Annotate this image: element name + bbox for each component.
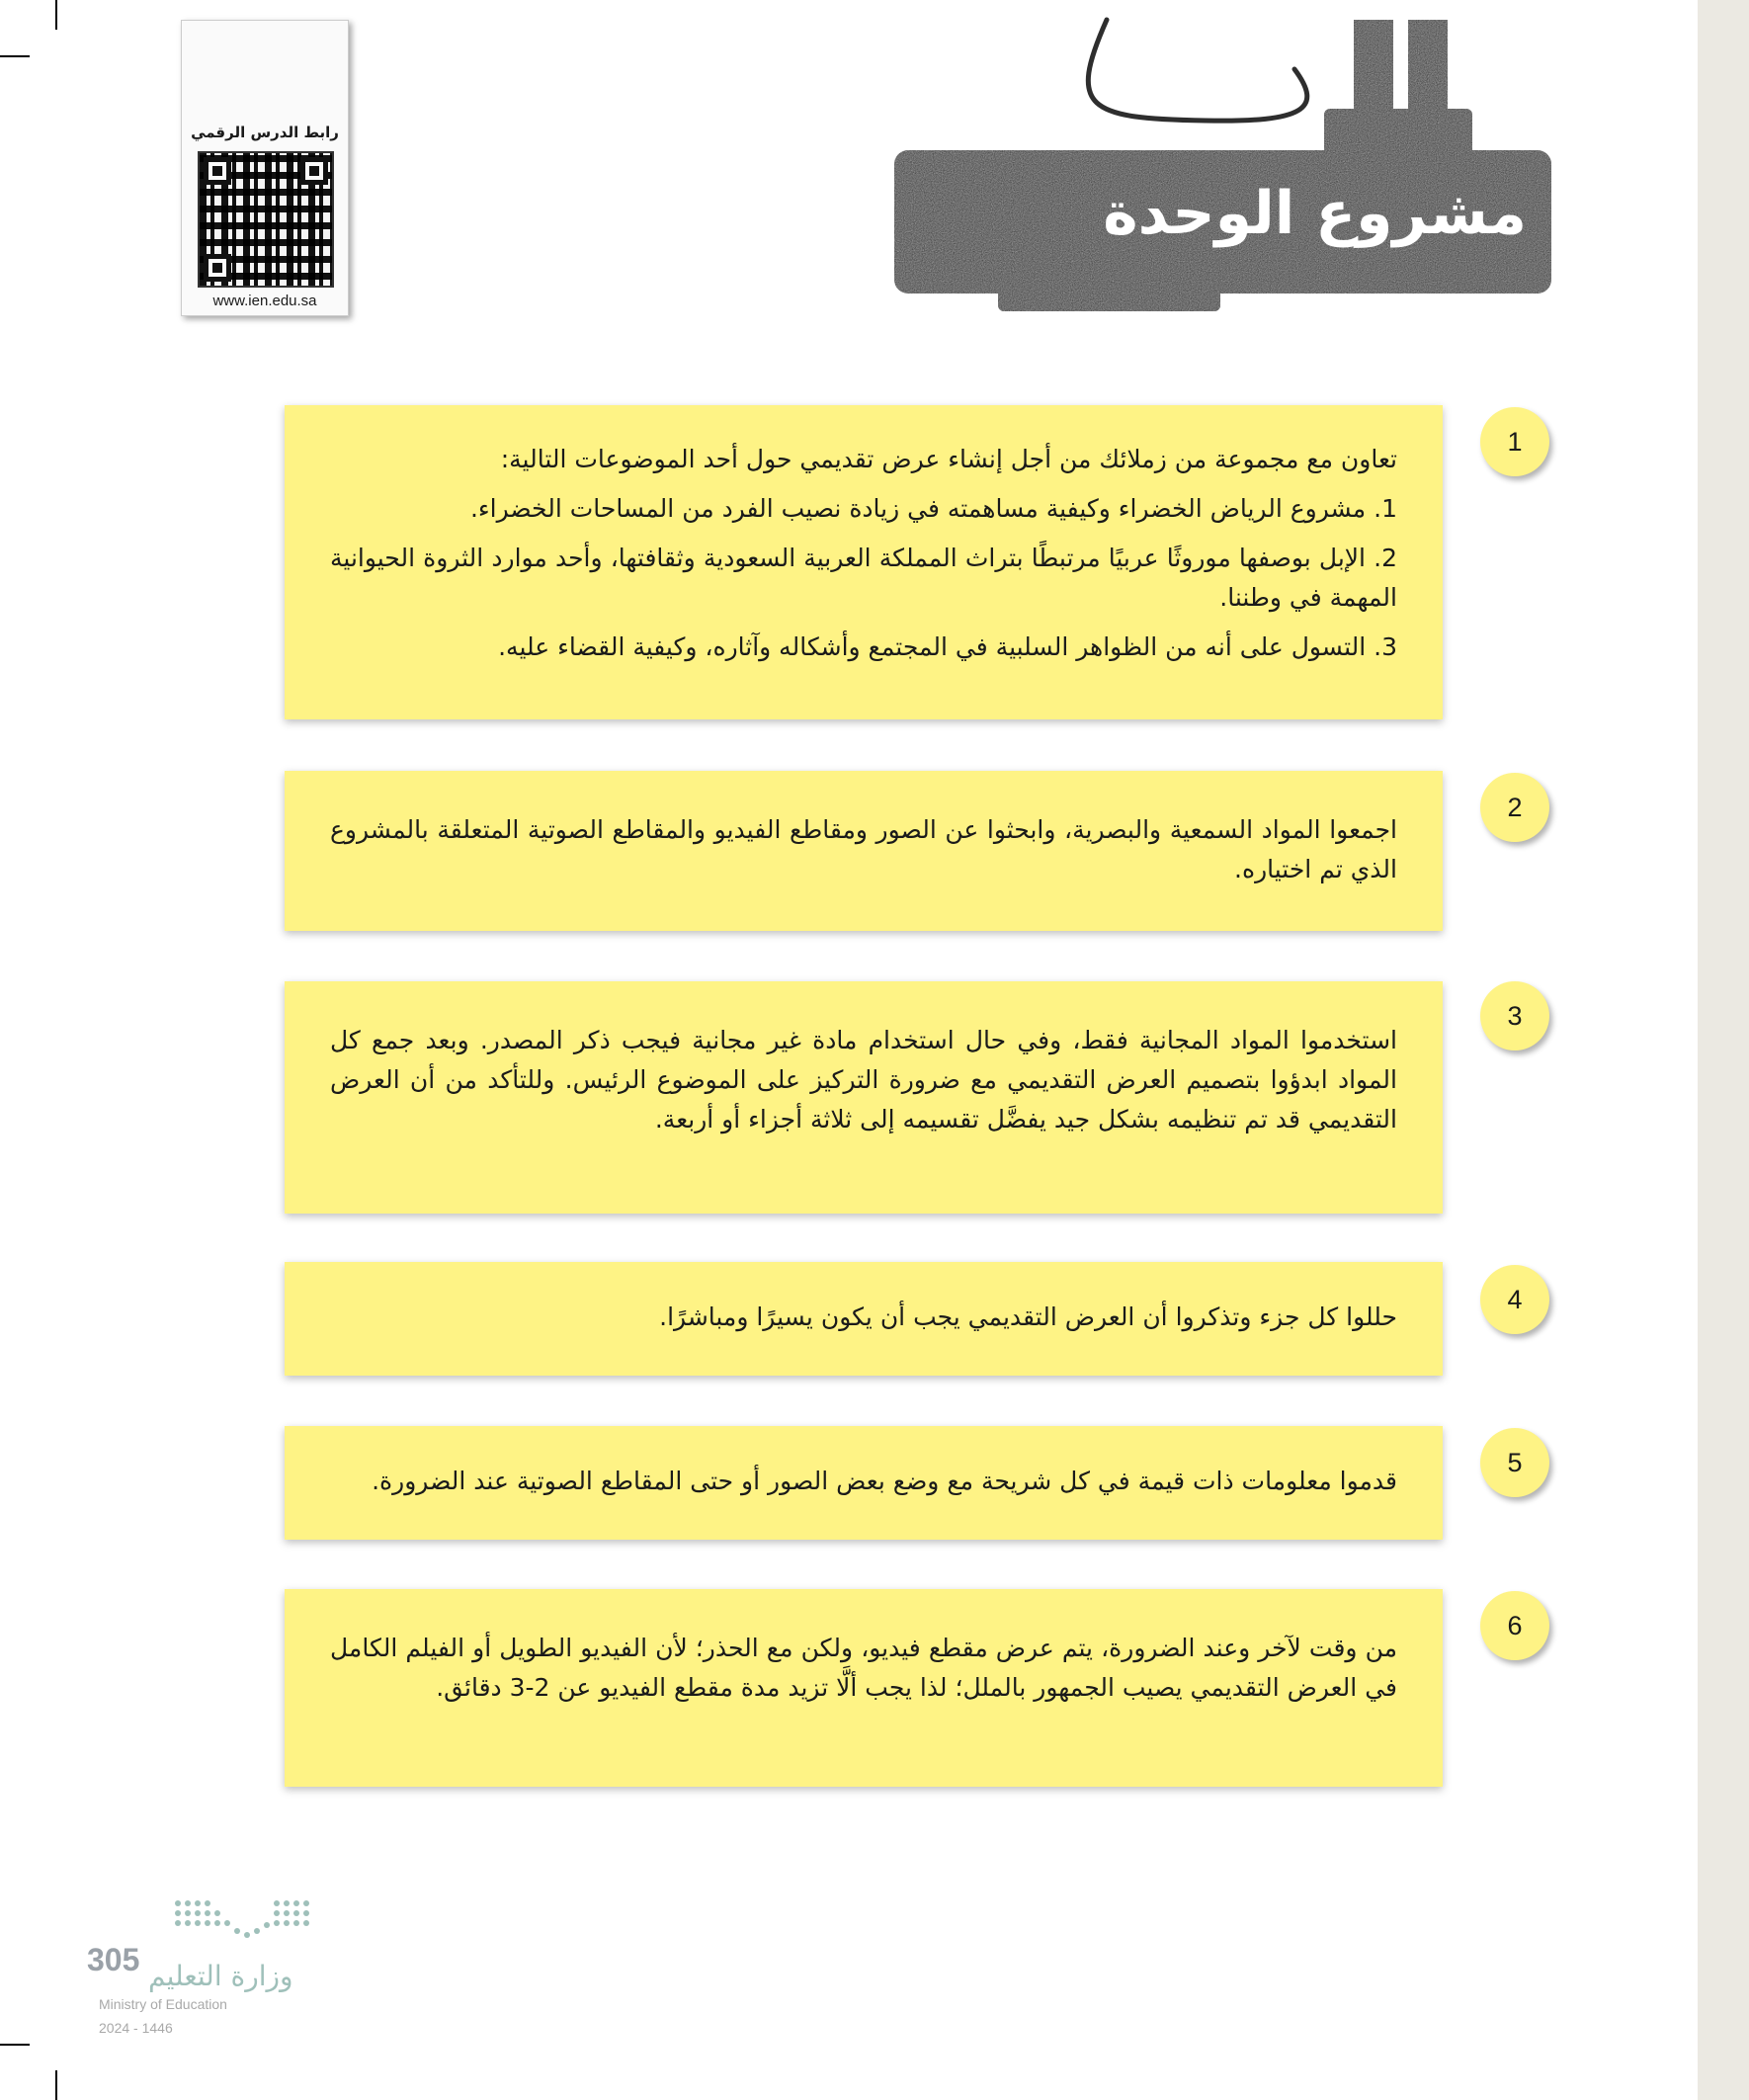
qr-label: رابط الدرس الرقمي (191, 124, 339, 141)
ministry-name-ar: وزارة التعليم (148, 1960, 293, 1992)
qr-code-icon[interactable] (198, 151, 334, 288)
qr-url[interactable]: www.ien.edu.sa (212, 293, 317, 309)
task-2-text: اجمعوا المواد السمعية والبصرية، وابحثوا عن الصور ومقاطع الفيديو والمقاطع الصوتية المتعلقة بالمشروع الذي تم اختياره. (330, 815, 1397, 883)
task-3-text: استخدموا المواد المجانية فقط، وفي حال استخدام مادة غير مجانية فيجب ذكر المصدر. وبعد جمع كل المواد ابدؤوا بتصميم العرض التقديمي مع ضرورة التركيز على الموضوع الرئيس. وللتأكد من أن العرض التقديمي قد تم تنظيمه بشكل جيد يفضَّل تقسيمه إلى ثلاثة أجزاء أو أربعة. (330, 1026, 1397, 1134)
task-1-item-1: 1. مشروع الرياض الخضراء وكيفية مساهمته في زيادة نصيب الفرد من المساحات الخضراء. (469, 494, 1397, 523)
task-number-1: 1 (1480, 407, 1549, 476)
task-note-6 (285, 1589, 1443, 1787)
task-1-item-2: 2. الإبل بوصفها موروثًا عربيًا مرتبطًا بتراث المملكة العربية السعودية وثقافتها، وأحد موارد الثروة الحيوانية المهمة في وطننا. (330, 544, 1397, 612)
ministry-logo-icon (168, 1897, 326, 1947)
task-5-text: قدموا معلومات ذات قيمة في كل شريحة مع وضع بعض الصور أو حتى المقاطع الصوتية عند الضرورة. (372, 1467, 1397, 1495)
task-number-2: 2 (1480, 773, 1549, 842)
task-6-text: من وقت لآخر وعند الضرورة، يتم عرض مقطع فيديو، ولكن مع الحذر؛ لأن الفيديو الطويل أو الفيلم الكامل في العرض التقديمي يصيب الجمهور بالملل؛ لذا يجب ألَّا تزيد مدة مقطع الفيديو عن 2-3 دقائق. (330, 1634, 1397, 1702)
qr-card[interactable] (181, 20, 349, 316)
edition-year: 2024 - 1446 (99, 2020, 173, 2036)
task-number-3: 3 (1480, 981, 1549, 1050)
crop-mark (0, 2044, 30, 2046)
task-4-text: حللوا كل جزء وتذكروا أن العرض التقديمي يجب أن يكون يسيرًا ومباشرًا. (659, 1302, 1397, 1331)
crop-mark (55, 0, 57, 30)
page-title: مشروع الوحدة (1103, 179, 1527, 248)
task-note-4 (285, 1262, 1443, 1376)
task-1-intro: تعاون مع مجموعة من زملائك من أجل إنشاء عرض تقديمي حول أحد الموضوعات التالية: (500, 445, 1397, 473)
task-note-2 (285, 771, 1443, 931)
task-number-5: 5 (1480, 1428, 1549, 1497)
task-number-6: 6 (1480, 1591, 1549, 1660)
crop-mark (55, 2070, 57, 2100)
page-edge-strip (1698, 0, 1749, 2100)
task-note-1 (285, 405, 1443, 719)
ministry-name-en: Ministry of Education (99, 1996, 227, 2012)
task-note-3 (285, 981, 1443, 1214)
task-note-5 (285, 1426, 1443, 1540)
page-number: 305 (87, 1942, 140, 1977)
task-number-4: 4 (1480, 1265, 1549, 1334)
task-1-item-3: 3. التسول على أنه من الظواهر السلبية في المجتمع وأشكاله وآثاره، وكيفية القضاء عليه. (498, 632, 1397, 661)
crop-mark (0, 55, 30, 57)
